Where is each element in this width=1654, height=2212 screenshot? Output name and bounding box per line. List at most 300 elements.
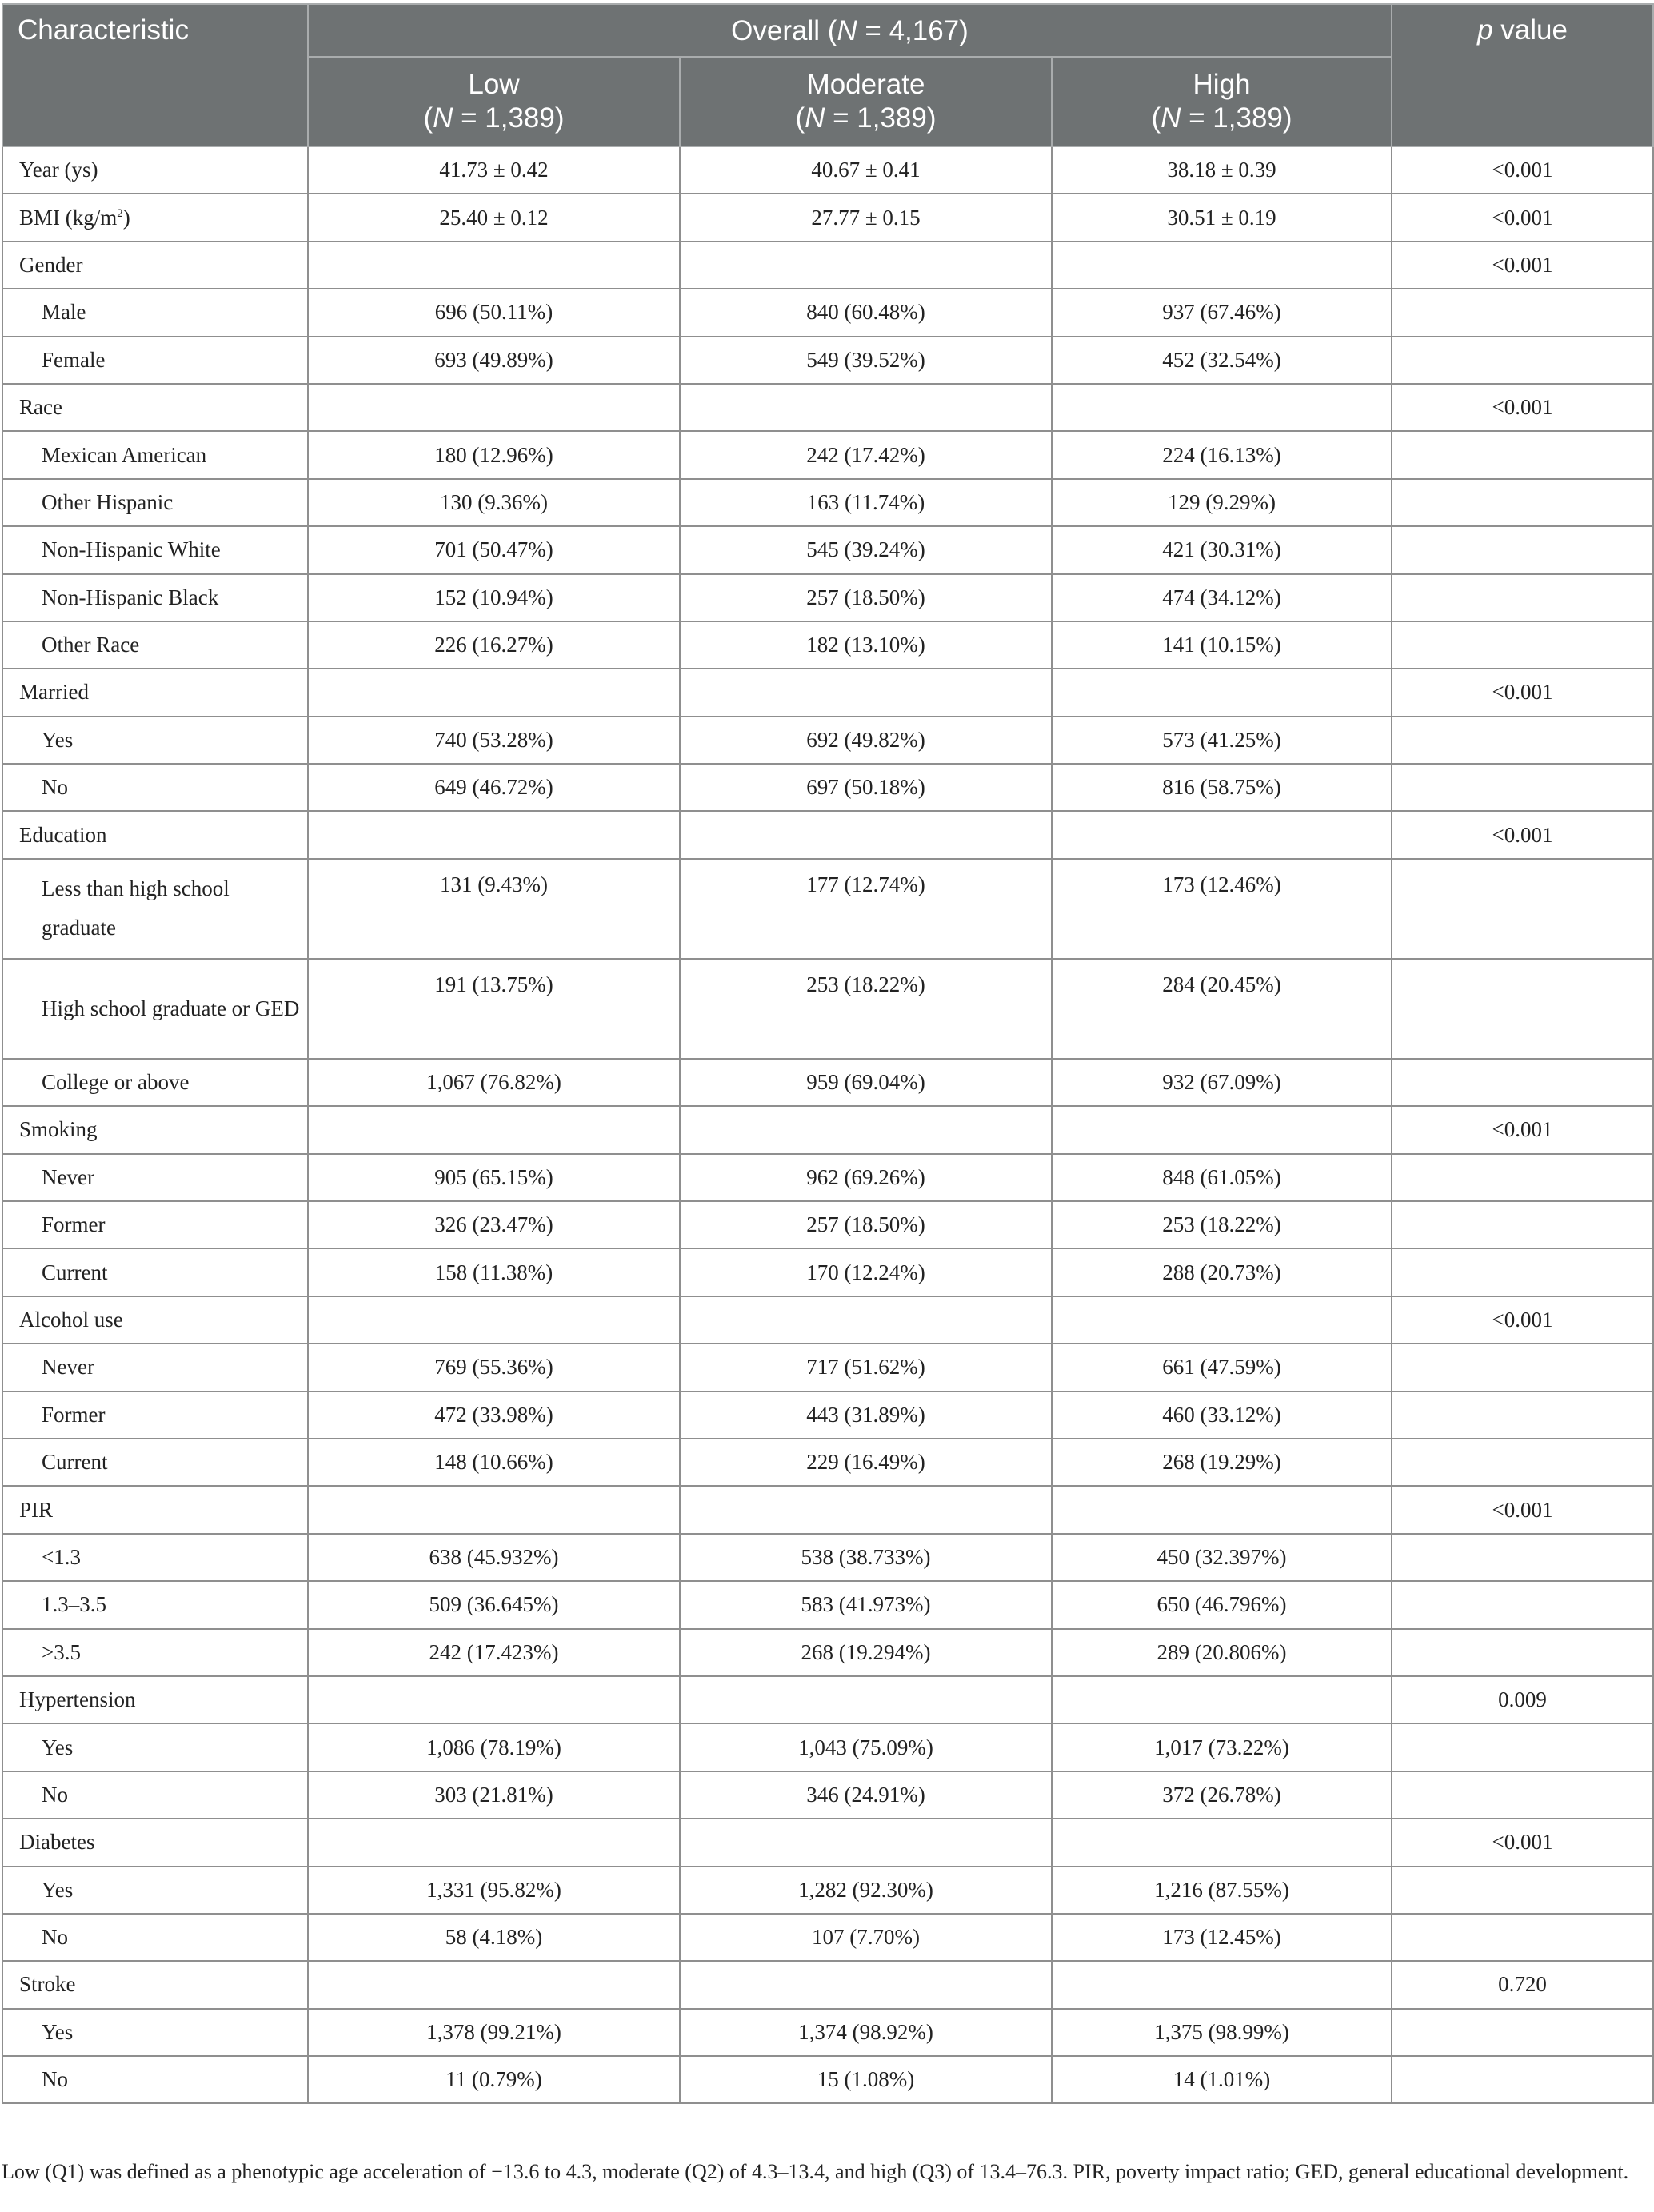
cell-moderate: 545 (39.24%) <box>680 526 1052 573</box>
row-label-text: Yes <box>42 2019 74 2044</box>
cell-p-value <box>1392 1914 1653 1961</box>
group-n-open: ( <box>423 102 433 134</box>
row-label-text: Year (ys) <box>19 158 98 182</box>
cell-p-value: <0.001 <box>1392 146 1653 194</box>
cell-p-value: 0.720 <box>1392 1961 1653 2008</box>
row-label <box>2 1248 308 1296</box>
row-label <box>2 859 308 959</box>
cell-high: 141 (10.15%) <box>1052 621 1392 669</box>
row-label <box>2 1296 308 1344</box>
cell-p-value: <0.001 <box>1392 1296 1653 1344</box>
cell-high: 30.51 ± 0.19 <box>1052 194 1392 241</box>
row-label-text: Stroke <box>19 1972 76 1997</box>
cell-p-value: <0.001 <box>1392 384 1653 431</box>
cell-p-value <box>1392 289 1653 336</box>
row-label-text: Married <box>19 680 89 705</box>
table-row <box>2 811 1653 858</box>
cell-moderate: 1,374 (98.92%) <box>680 2009 1052 2056</box>
cell-moderate: 268 (19.294%) <box>680 1629 1052 1676</box>
cell-p-value <box>1392 1248 1653 1296</box>
header-overall-suffix: = 4,167) <box>857 15 969 46</box>
row-label <box>2 1486 308 1533</box>
cell-low: 649 (46.72%) <box>308 764 680 811</box>
table-row <box>2 2009 1653 2056</box>
table-body <box>2 146 1653 2103</box>
cell-high: 573 (41.25%) <box>1052 717 1392 764</box>
row-label <box>2 384 308 431</box>
group-n-rest: = 1,389) <box>1181 102 1292 134</box>
row-label-text: Less than high school graduate <box>42 876 230 940</box>
cell-low: 158 (11.38%) <box>308 1248 680 1296</box>
header-overall-n: N <box>837 15 857 46</box>
cell-high: 816 (58.75%) <box>1052 764 1392 811</box>
row-label-text: 1.3–3.5 <box>42 1592 106 1617</box>
row-label <box>2 1059 308 1106</box>
cell-moderate: 182 (13.10%) <box>680 621 1052 669</box>
cell-moderate <box>680 1106 1052 1153</box>
row-label <box>2 526 308 573</box>
cell-low <box>308 384 680 431</box>
cell-high: 38.18 ± 0.39 <box>1052 146 1392 194</box>
cell-low: 11 (0.79%) <box>308 2056 680 2103</box>
table-row <box>2 337 1653 384</box>
cell-high: 1,375 (98.99%) <box>1052 2009 1392 2056</box>
cell-p-value <box>1392 1534 1653 1581</box>
cell-moderate: 959 (69.04%) <box>680 1059 1052 1106</box>
cell-low: 226 (16.27%) <box>308 621 680 669</box>
table-row <box>2 1534 1653 1581</box>
row-label-text: Other Race <box>42 633 140 657</box>
row-label <box>2 1391 308 1439</box>
cell-low: 769 (55.36%) <box>308 1344 680 1391</box>
cell-low <box>308 242 680 289</box>
cell-p-value <box>1392 959 1653 1059</box>
header-group-low <box>308 57 680 146</box>
cell-high <box>1052 1486 1392 1533</box>
cell-high <box>1052 1106 1392 1153</box>
cell-p-value <box>1392 1201 1653 1248</box>
table-footnote: Low (Q1) was defined as a phenotypic age acceleration of −13.6 to 4.3, moderate (Q2) of 4.3–13.4, and high (Q3) of 13.4–76.3. PIR, poverty impact ratio; GED, general educational development. <box>2 2160 1629 2183</box>
row-label-text: No <box>42 775 68 800</box>
table-row <box>2 194 1653 241</box>
cell-moderate: 15 (1.08%) <box>680 2056 1052 2103</box>
cell-low: 905 (65.15%) <box>308 1154 680 1201</box>
row-label <box>2 1676 308 1723</box>
header-group-moderate <box>680 57 1052 146</box>
group-n-open: ( <box>1151 102 1161 134</box>
cell-high: 14 (1.01%) <box>1052 2056 1392 2103</box>
cell-p-value <box>1392 1439 1653 1486</box>
cell-p-value <box>1392 1391 1653 1439</box>
table-row <box>2 526 1653 573</box>
cell-low: 638 (45.932%) <box>308 1534 680 1581</box>
cell-moderate: 257 (18.50%) <box>680 1201 1052 1248</box>
cell-high: 173 (12.45%) <box>1052 1914 1392 1961</box>
cell-high: 253 (18.22%) <box>1052 1201 1392 1248</box>
table-row <box>2 1059 1653 1106</box>
cell-high: 937 (67.46%) <box>1052 289 1392 336</box>
row-label-text: Other Hispanic <box>42 489 174 514</box>
table-row <box>2 1154 1653 1201</box>
header-group-high <box>1052 57 1392 146</box>
cell-moderate: 242 (17.42%) <box>680 431 1052 478</box>
row-label-text: Never <box>42 1164 94 1189</box>
cell-p-value: <0.001 <box>1392 194 1653 241</box>
table-row <box>2 1819 1653 1866</box>
row-label <box>2 959 308 1059</box>
cell-p-value <box>1392 574 1653 621</box>
cell-moderate: 692 (49.82%) <box>680 717 1052 764</box>
row-label <box>2 2056 308 2103</box>
baseline-characteristics-table <box>2 3 1654 2104</box>
baseline-characteristics-table-container <box>2 3 1652 2104</box>
cell-moderate: 27.77 ± 0.15 <box>680 194 1052 241</box>
cell-low: 1,067 (76.82%) <box>308 1059 680 1106</box>
group-n-italic: N <box>805 102 825 134</box>
cell-p-value: <0.001 <box>1392 1486 1653 1533</box>
row-label <box>2 1201 308 1248</box>
cell-moderate <box>680 1961 1052 2008</box>
cell-p-value <box>1392 2056 1653 2103</box>
row-label <box>2 289 308 336</box>
cell-moderate: 229 (16.49%) <box>680 1439 1052 1486</box>
cell-p-value: <0.001 <box>1392 811 1653 858</box>
row-label <box>2 1439 308 1486</box>
cell-moderate: 1,043 (75.09%) <box>680 1723 1052 1771</box>
table-row <box>2 2056 1653 2103</box>
cell-p-value: <0.001 <box>1392 242 1653 289</box>
table-row <box>2 1391 1653 1439</box>
cell-low: 701 (50.47%) <box>308 526 680 573</box>
cell-low: 191 (13.75%) <box>308 959 680 1059</box>
cell-moderate: 1,282 (92.30%) <box>680 1867 1052 1914</box>
cell-moderate: 177 (12.74%) <box>680 859 1052 959</box>
row-label-text: Smoking <box>19 1117 98 1142</box>
table-header <box>2 4 1653 146</box>
table-row <box>2 1961 1653 2008</box>
group-n-rest: = 1,389) <box>825 102 937 134</box>
cell-p-value <box>1392 1581 1653 1628</box>
row-label <box>2 811 308 858</box>
cell-moderate <box>680 1819 1052 1866</box>
table-row <box>2 764 1653 811</box>
cell-p-value <box>1392 479 1653 526</box>
cell-low <box>308 1819 680 1866</box>
cell-moderate <box>680 242 1052 289</box>
group-n-open: ( <box>795 102 805 134</box>
cell-p-value <box>1392 1344 1653 1391</box>
row-label-text: <1.3 <box>42 1544 81 1569</box>
table-row <box>2 959 1653 1059</box>
row-label <box>2 717 308 764</box>
cell-moderate: 253 (18.22%) <box>680 959 1052 1059</box>
cell-low: 1,086 (78.19%) <box>308 1723 680 1771</box>
table-row <box>2 1914 1653 1961</box>
group-n-italic: N <box>433 102 453 134</box>
row-label <box>2 1771 308 1819</box>
cell-p-value <box>1392 1154 1653 1201</box>
cell-low: 1,378 (99.21%) <box>308 2009 680 2056</box>
table-row <box>2 1248 1653 1296</box>
cell-high: 372 (26.78%) <box>1052 1771 1392 1819</box>
row-label-superscript: 2 <box>117 206 123 220</box>
cell-moderate: 346 (24.91%) <box>680 1771 1052 1819</box>
cell-low: 303 (21.81%) <box>308 1771 680 1819</box>
row-label <box>2 1819 308 1866</box>
cell-low: 58 (4.18%) <box>308 1914 680 1961</box>
row-label <box>2 2009 308 2056</box>
row-label-text: Mexican American <box>42 442 207 467</box>
row-label-text: PIR <box>19 1497 54 1522</box>
table-row <box>2 1486 1653 1533</box>
cell-low: 131 (9.43%) <box>308 859 680 959</box>
table-row <box>2 242 1653 289</box>
table-row <box>2 1344 1653 1391</box>
cell-low: 696 (50.11%) <box>308 289 680 336</box>
cell-p-value: <0.001 <box>1392 1819 1653 1866</box>
cell-moderate <box>680 1486 1052 1533</box>
table-row <box>2 1201 1653 1248</box>
cell-p-value <box>1392 1059 1653 1106</box>
cell-low: 152 (10.94%) <box>308 574 680 621</box>
cell-low: 180 (12.96%) <box>308 431 680 478</box>
cell-high: 848 (61.05%) <box>1052 1154 1392 1201</box>
cell-high: 288 (20.73%) <box>1052 1248 1392 1296</box>
row-label-text: High school graduate or GED <box>42 996 300 1020</box>
cell-moderate <box>680 811 1052 858</box>
cell-moderate <box>680 384 1052 431</box>
table-row <box>2 1771 1653 1819</box>
row-label-text: Education <box>19 822 107 847</box>
cell-p-value <box>1392 1723 1653 1771</box>
row-label <box>2 574 308 621</box>
cell-moderate: 107 (7.70%) <box>680 1914 1052 1961</box>
cell-high: 268 (19.29%) <box>1052 1439 1392 1486</box>
group-n-rest: = 1,389) <box>453 102 565 134</box>
table-row <box>2 574 1653 621</box>
row-label-text: Non-Hispanic White <box>42 537 221 562</box>
table-row <box>2 669 1653 716</box>
cell-low: 326 (23.47%) <box>308 1201 680 1248</box>
cell-p-value <box>1392 431 1653 478</box>
cell-moderate: 257 (18.50%) <box>680 574 1052 621</box>
cell-high: 650 (46.796%) <box>1052 1581 1392 1628</box>
cell-high: 932 (67.09%) <box>1052 1059 1392 1106</box>
row-label <box>2 242 308 289</box>
cell-high <box>1052 1676 1392 1723</box>
group-n-italic: N <box>1161 102 1181 134</box>
row-label-text: Yes <box>42 727 74 752</box>
cell-high <box>1052 242 1392 289</box>
table-row <box>2 1581 1653 1628</box>
cell-moderate: 163 (11.74%) <box>680 479 1052 526</box>
group-name: Low <box>468 69 520 100</box>
cell-high <box>1052 1296 1392 1344</box>
cell-high <box>1052 669 1392 716</box>
cell-moderate: 962 (69.26%) <box>680 1154 1052 1201</box>
row-label-text: No <box>42 1925 68 1950</box>
row-label-text: Hypertension <box>19 1687 136 1712</box>
cell-moderate <box>680 1296 1052 1344</box>
cell-high <box>1052 384 1392 431</box>
row-label <box>2 1344 308 1391</box>
row-label-text: Current <box>42 1450 108 1475</box>
cell-high: 289 (20.806%) <box>1052 1629 1392 1676</box>
cell-high: 661 (47.59%) <box>1052 1344 1392 1391</box>
cell-p-value <box>1392 337 1653 384</box>
cell-low <box>308 1961 680 2008</box>
cell-p-value <box>1392 859 1653 959</box>
row-label <box>2 1629 308 1676</box>
row-label <box>2 1867 308 1914</box>
table-row <box>2 1439 1653 1486</box>
cell-p-value <box>1392 717 1653 764</box>
cell-moderate: 583 (41.973%) <box>680 1581 1052 1628</box>
cell-p-value <box>1392 2009 1653 2056</box>
cell-high: 173 (12.46%) <box>1052 859 1392 959</box>
row-label <box>2 669 308 716</box>
table-row <box>2 1867 1653 1914</box>
cell-high: 224 (16.13%) <box>1052 431 1392 478</box>
cell-high: 129 (9.29%) <box>1052 479 1392 526</box>
table-row <box>2 859 1653 959</box>
row-label-text: Never <box>42 1355 94 1380</box>
row-label <box>2 1534 308 1581</box>
cell-low <box>308 811 680 858</box>
cell-high: 1,017 (73.22%) <box>1052 1723 1392 1771</box>
row-label-text: No <box>42 2067 68 2092</box>
table-row <box>2 479 1653 526</box>
row-label <box>2 1961 308 2008</box>
row-label <box>2 479 308 526</box>
cell-p-value <box>1392 1867 1653 1914</box>
row-label-end: ) <box>122 205 130 230</box>
table-row <box>2 289 1653 336</box>
cell-p-value: <0.001 <box>1392 669 1653 716</box>
row-label-text: Alcohol use <box>19 1308 123 1332</box>
row-label <box>2 1581 308 1628</box>
cell-high: 474 (34.12%) <box>1052 574 1392 621</box>
cell-low: 693 (49.89%) <box>308 337 680 384</box>
row-label <box>2 146 308 194</box>
row-label-text: BMI (kg/m <box>19 205 118 230</box>
row-label-text: Female <box>42 347 106 372</box>
cell-moderate: 549 (39.52%) <box>680 337 1052 384</box>
header-overall-prefix: Overall ( <box>731 15 837 46</box>
cell-p-value <box>1392 526 1653 573</box>
cell-low: 472 (33.98%) <box>308 1391 680 1439</box>
header-overall <box>308 4 1392 57</box>
cell-low: 148 (10.66%) <box>308 1439 680 1486</box>
row-label-text: Current <box>42 1260 108 1284</box>
row-label-text: Yes <box>42 1877 74 1902</box>
cell-moderate: 170 (12.24%) <box>680 1248 1052 1296</box>
table-row <box>2 146 1653 194</box>
cell-high <box>1052 811 1392 858</box>
row-label-text: >3.5 <box>42 1639 81 1664</box>
cell-high: 421 (30.31%) <box>1052 526 1392 573</box>
table-row <box>2 384 1653 431</box>
cell-high <box>1052 1961 1392 2008</box>
row-label <box>2 1723 308 1771</box>
header-characteristic: Characteristic <box>2 4 308 146</box>
row-label <box>2 1106 308 1153</box>
row-label-text: Diabetes <box>19 1830 95 1855</box>
row-label-text: Yes <box>42 1735 74 1759</box>
cell-moderate: 40.67 ± 0.41 <box>680 146 1052 194</box>
cell-low: 740 (53.28%) <box>308 717 680 764</box>
header-p-rest: value <box>1492 14 1568 46</box>
cell-high: 450 (32.397%) <box>1052 1534 1392 1581</box>
table-row <box>2 621 1653 669</box>
row-label <box>2 1154 308 1201</box>
cell-low <box>308 1676 680 1723</box>
group-name: High <box>1193 69 1251 100</box>
row-label-text: Male <box>42 300 86 325</box>
row-label-text: Gender <box>19 252 83 277</box>
row-label <box>2 764 308 811</box>
row-label-text: Former <box>42 1212 106 1237</box>
cell-moderate <box>680 1676 1052 1723</box>
cell-low <box>308 1106 680 1153</box>
cell-high: 452 (32.54%) <box>1052 337 1392 384</box>
cell-low: 509 (36.645%) <box>308 1581 680 1628</box>
cell-low: 1,331 (95.82%) <box>308 1867 680 1914</box>
cell-low: 130 (9.36%) <box>308 479 680 526</box>
header-p-value <box>1392 4 1653 146</box>
cell-moderate: 443 (31.89%) <box>680 1391 1052 1439</box>
cell-low <box>308 1296 680 1344</box>
cell-p-value: <0.001 <box>1392 1106 1653 1153</box>
header-p-italic: p <box>1477 14 1493 46</box>
cell-high: 460 (33.12%) <box>1052 1391 1392 1439</box>
row-label-text: Non-Hispanic Black <box>42 585 219 609</box>
cell-p-value <box>1392 1629 1653 1676</box>
table-row <box>2 1676 1653 1723</box>
row-label <box>2 194 308 241</box>
cell-low <box>308 1486 680 1533</box>
cell-moderate: 538 (38.733%) <box>680 1534 1052 1581</box>
cell-moderate <box>680 669 1052 716</box>
cell-low <box>308 669 680 716</box>
cell-moderate: 697 (50.18%) <box>680 764 1052 811</box>
cell-p-value: 0.009 <box>1392 1676 1653 1723</box>
cell-low: 242 (17.423%) <box>308 1629 680 1676</box>
table-row <box>2 717 1653 764</box>
cell-high: 284 (20.45%) <box>1052 959 1392 1059</box>
row-label <box>2 621 308 669</box>
cell-p-value <box>1392 621 1653 669</box>
cell-moderate: 840 (60.48%) <box>680 289 1052 336</box>
row-label-text: College or above <box>42 1070 190 1095</box>
row-label-text: Former <box>42 1402 106 1427</box>
cell-high: 1,216 (87.55%) <box>1052 1867 1392 1914</box>
row-label-text: No <box>42 1782 68 1807</box>
cell-high <box>1052 1819 1392 1866</box>
row-label <box>2 1914 308 1961</box>
table-row <box>2 1723 1653 1771</box>
group-name: Moderate <box>806 69 925 100</box>
row-label <box>2 337 308 384</box>
table-row <box>2 1629 1653 1676</box>
table-row <box>2 1296 1653 1344</box>
table-row <box>2 1106 1653 1153</box>
table-row <box>2 431 1653 478</box>
cell-p-value <box>1392 1771 1653 1819</box>
cell-moderate: 717 (51.62%) <box>680 1344 1052 1391</box>
row-label-text: Race <box>19 395 62 420</box>
cell-p-value <box>1392 764 1653 811</box>
